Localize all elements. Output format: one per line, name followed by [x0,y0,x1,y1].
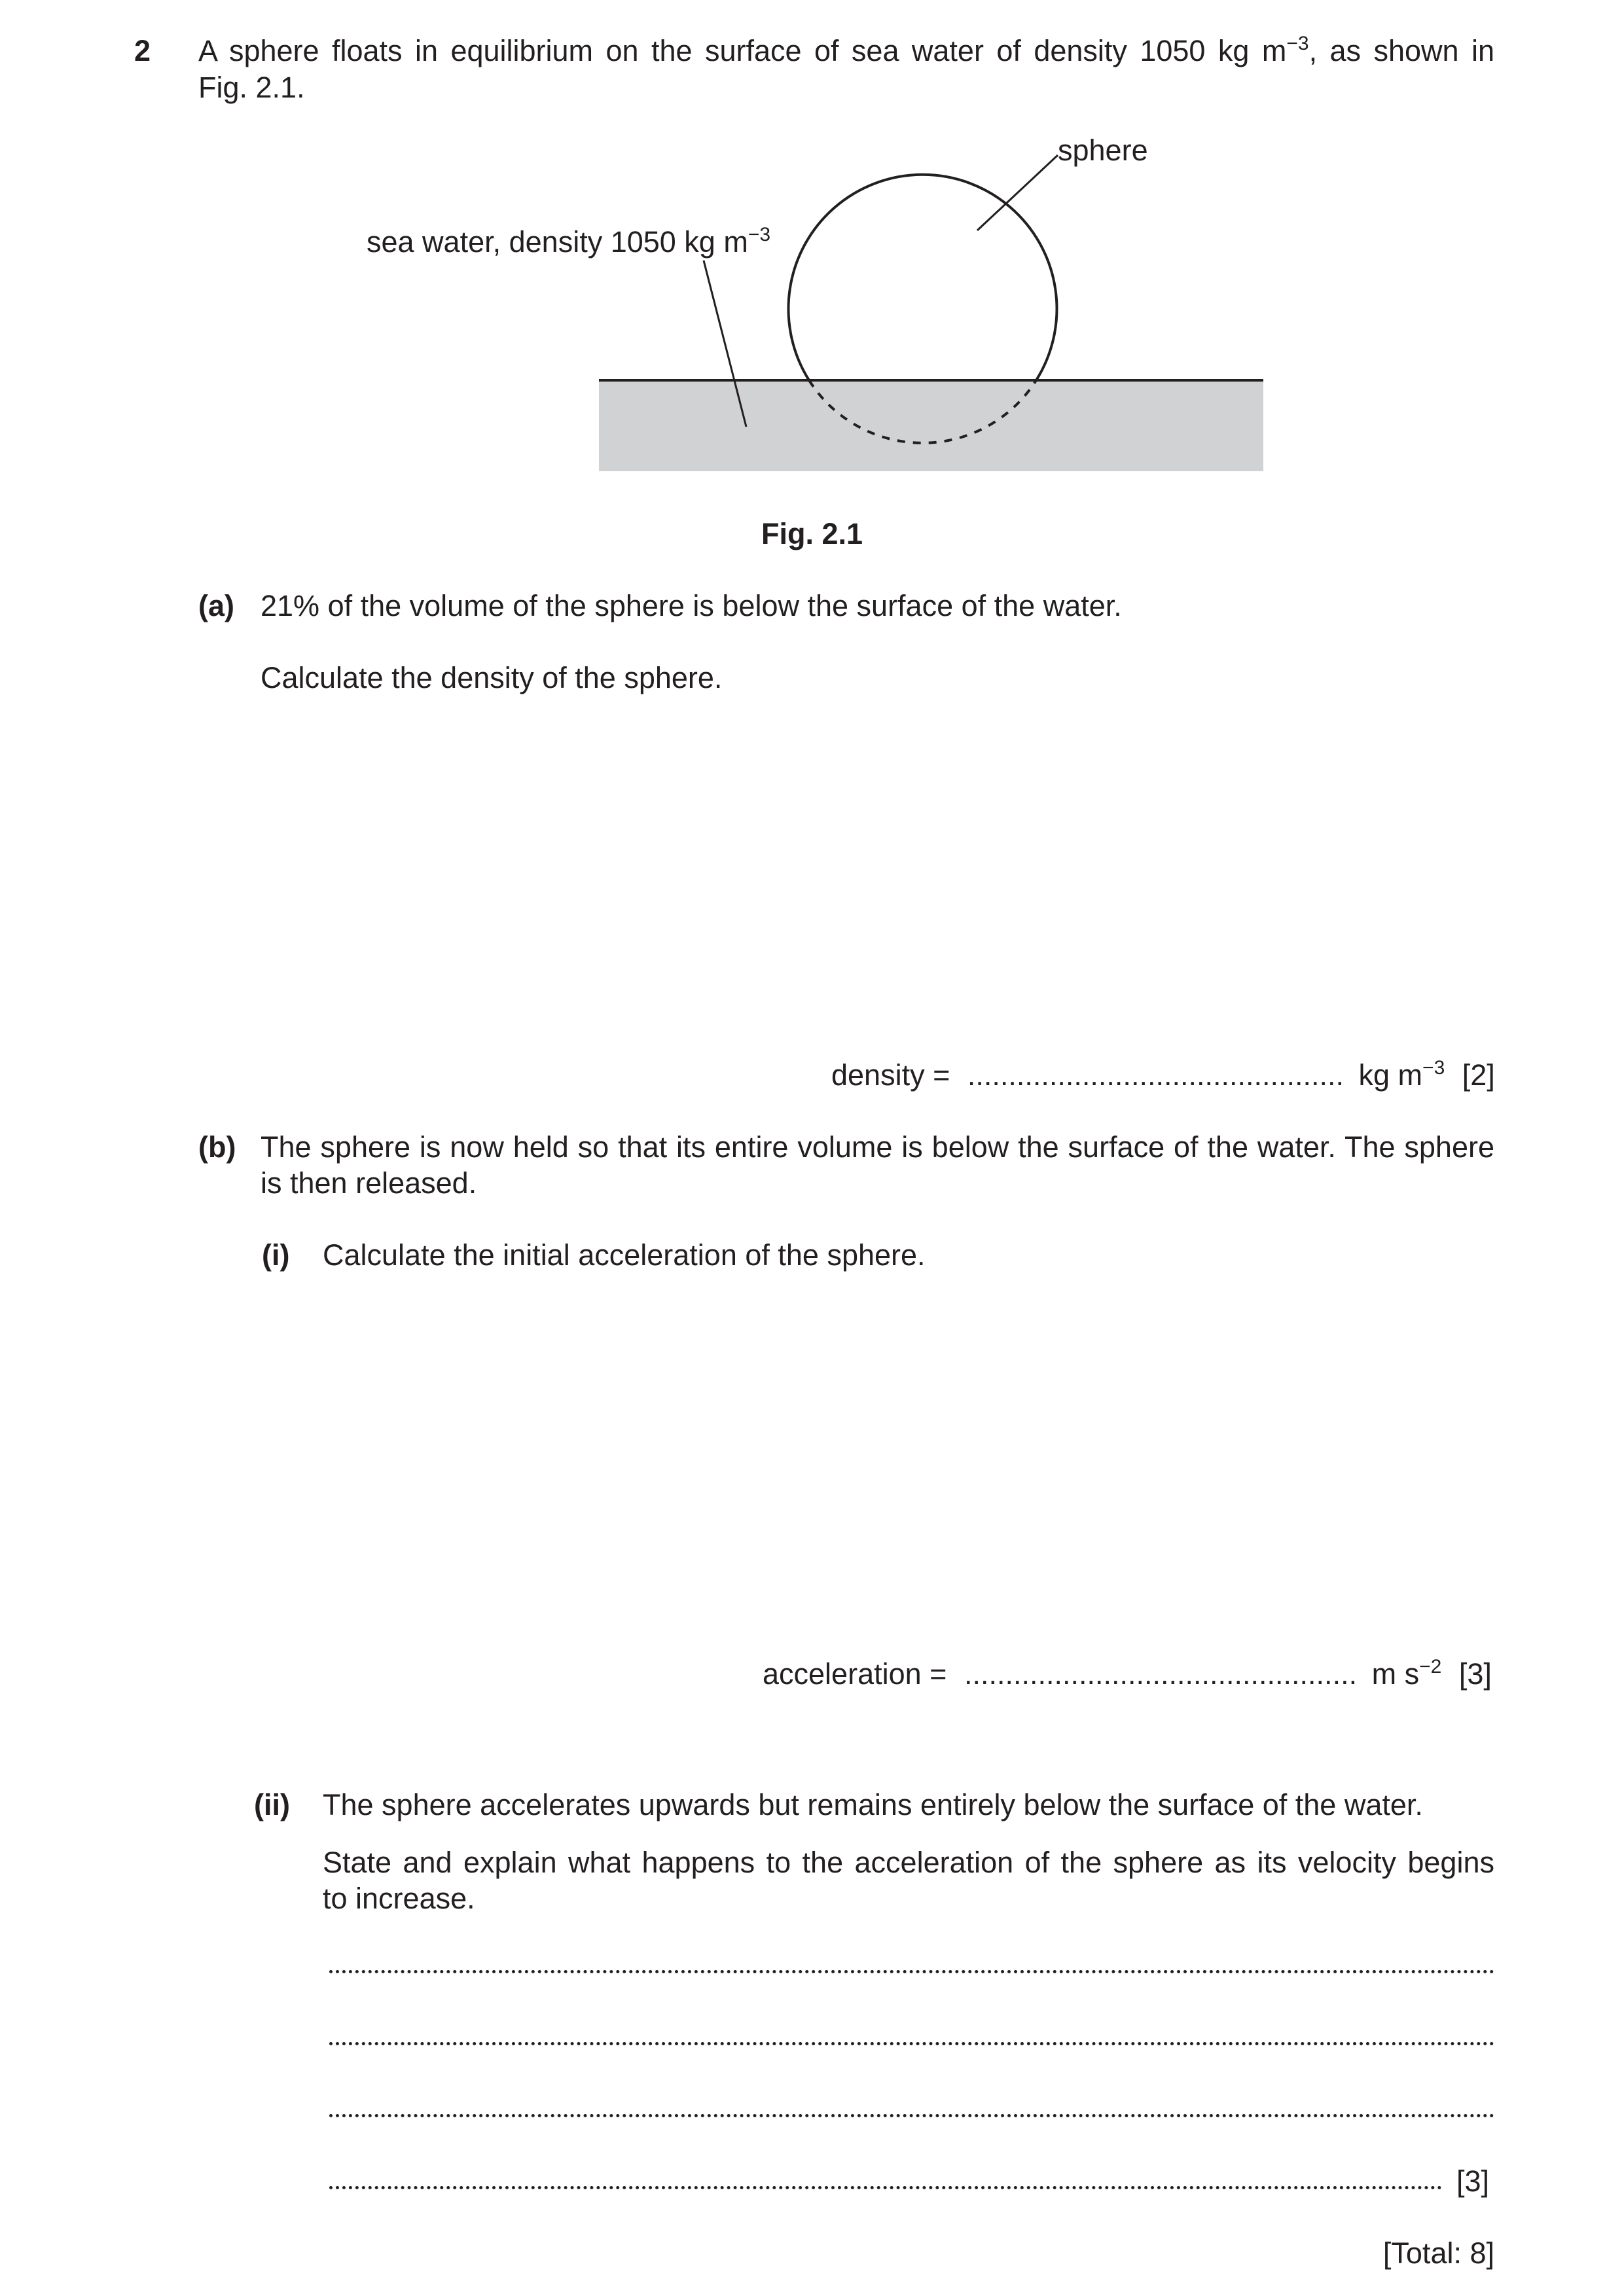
part-b-i-marks: [3] [1458,1657,1492,1691]
part-b-text-line1: The sphere is now held so that its entire volume is below the surface of the water. The sphere [261,1130,1494,1164]
part-b-ii-label: (ii) [254,1788,290,1821]
answer-writing-line-1[interactable] [329,1970,1494,1973]
sphere-label: sphere [1058,134,1148,167]
part-a-marks: [2] [1462,1058,1495,1092]
sea-water-region [599,380,1263,471]
part-b-ii-text: The sphere accelerates upwards but remains entirely below the surface of the water. [323,1788,1423,1821]
answer-writing-line-4[interactable] [329,2186,1442,2189]
part-b-i-answer-line [763,1656,1492,1693]
part-b-i-label: (i) [262,1238,290,1272]
part-a-answer-line [831,1057,1495,1094]
intro-text: A sphere floats in equilibrium on the surface of sea water of density 1050 kg m [198,34,1287,67]
part-b-label: (b) [198,1130,236,1164]
part-b-ii-instruction-line1: State and explain what happens to the acceleration of the sphere as its velocity begins [323,1846,1494,1879]
density-answer-label: density = [831,1058,950,1092]
part-a-label: (a) [198,589,234,622]
part-a-instruction: Calculate the density of the sphere. [261,661,723,694]
answer-writing-line-2[interactable] [329,2042,1494,2045]
acceleration-unit: m $s^{-2}$ [1371,1656,1442,1691]
question-intro-line2: Fig. 2.1. [198,71,305,104]
part-b-ii-instruction-line2: to increase. [323,1882,475,1915]
question-number: 2 [134,34,151,67]
density-unit: kg $m^{-3}$ [1358,1057,1445,1092]
part-b-i-text: Calculate the initial acceleration of the sphere. [323,1238,926,1272]
figure-caption: Fig. 2.1 [761,517,863,550]
answer-writing-line-3[interactable] [329,2114,1494,2117]
intro-exponent: −3 [1286,33,1309,54]
acceleration-answer-field[interactable]: ................................................ [964,1657,1358,1691]
figure-2-1 [0,0,1624,524]
intro-text-end: , as shown in [1308,34,1494,67]
part-b-text-line2: is then released. [261,1166,477,1200]
part-a-text: 21% of the volume of the sphere is below the surface of the water. [261,589,1122,622]
density-answer-field[interactable]: .............................................. [967,1058,1344,1092]
sea-water-label: sea water, density 1050 kg $m^{-3}$ [367,224,771,259]
acceleration-answer-label: acceleration = [763,1657,947,1691]
sphere-outline [788,175,1056,380]
total-marks: [Total: 8] [1382,2236,1494,2270]
part-b-ii-marks: [3] [1456,2164,1490,2198]
